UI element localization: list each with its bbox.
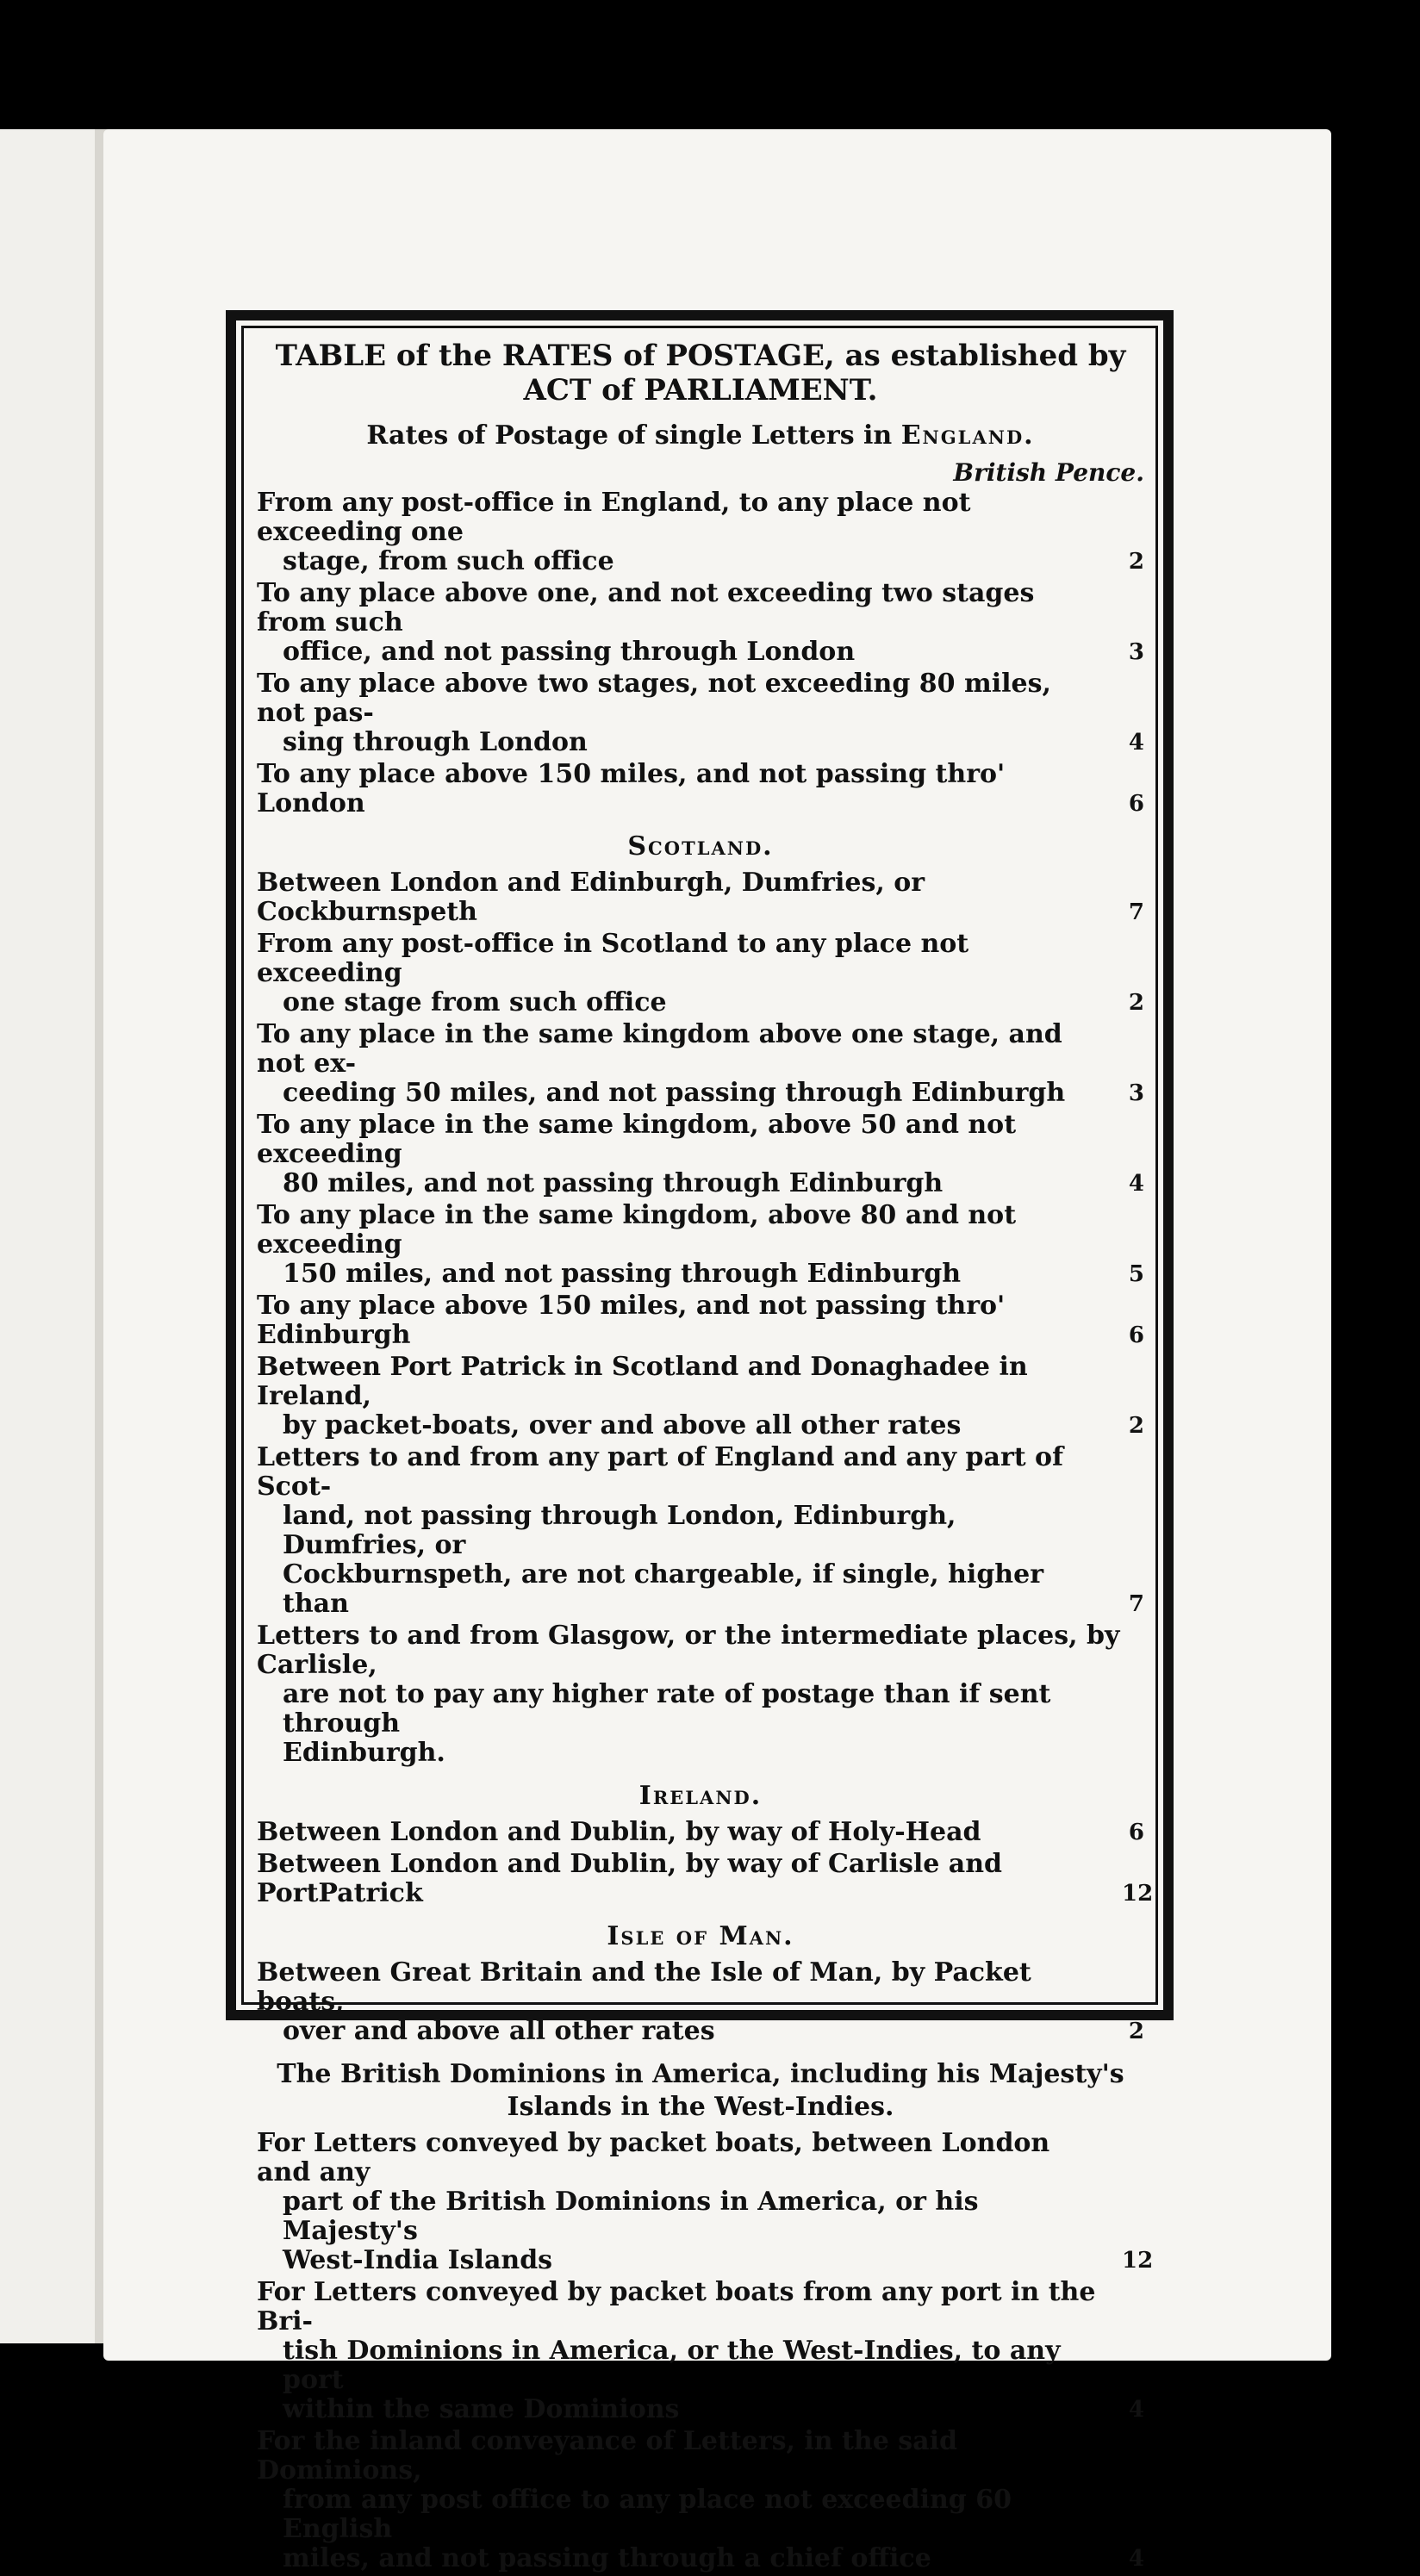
rate-row — [257, 1020, 1144, 1108]
row-text-cont: sing through London — [283, 727, 588, 757]
row-text: To any place in the same kingdom above one stage, and not ex- — [257, 1019, 1062, 1079]
row-text: To any place above 150 miles, and not passing thro' Edinburgh — [257, 1291, 1006, 1350]
row-text-cont: stage, from such office — [283, 546, 614, 576]
america-heading-line1: The British Dominions in America, including his Majesty's — [277, 2059, 1124, 2089]
rate-value: 3 — [1128, 1080, 1144, 1106]
row-text-cont: miles, and not passing through a chief office — [283, 2543, 931, 2573]
row-text-cont: tish Dominions in America, or the West-Indies, to any port — [283, 2336, 1061, 2395]
england-heading-prefix: Rates of Postage of single Letters in — [366, 420, 901, 451]
rate-row — [257, 2427, 1144, 2573]
row-text: To any place above two stages, not exceeding 80 miles, not pas- — [257, 669, 1051, 728]
row-text-cont: over and above all other rates — [283, 2016, 715, 2046]
scotland-heading: Scotland. — [627, 831, 774, 862]
row-text-cont: land, not passing through London, Edinburgh, Dumfries, or — [283, 1501, 956, 1560]
rate-value: 3 — [1128, 639, 1144, 665]
rate-row — [257, 579, 1144, 667]
row-text: Between London and Edinburgh, Dumfries, or Cockburnspeth — [257, 868, 925, 927]
england-heading — [257, 420, 1144, 452]
note-text-cont: Edinburgh. — [283, 1738, 445, 1768]
rate-row — [257, 760, 1144, 818]
rate-row — [257, 1111, 1144, 1198]
postage-table — [257, 339, 1154, 2576]
row-text-cont: part of the British Dominions in America, or his Majesty's — [283, 2187, 979, 2246]
row-text: For Letters conveyed by packet boats from any port in the Bri- — [257, 2277, 1096, 2336]
ireland-section — [257, 1817, 1154, 1908]
note-text-cont: are not to pay any higher rate of postage than if sent through — [283, 1679, 1051, 1739]
rate-value: 2 — [1128, 990, 1144, 1016]
glasgow-note — [257, 1621, 1144, 1768]
row-text-cont: office, and not passing through London — [283, 637, 856, 667]
isle-of-man-heading: Isle of Man. — [607, 1921, 794, 1951]
row-text: For the inland conveyance of Letters, in the said Dominions, — [257, 2426, 957, 2486]
rate-value: 4 — [1128, 730, 1144, 756]
row-text-cont: by packet-boats, over and above all other rates — [283, 1410, 962, 1440]
rate-value: 5 — [1128, 1261, 1144, 1287]
rate-row — [257, 1443, 1144, 1619]
row-text-cont: one stage from such office — [283, 987, 667, 1017]
rate-value: 4 — [1128, 1171, 1144, 1197]
isle-of-man-section — [257, 1958, 1144, 2046]
row-text: Between London and Dublin, by way of Carlisle and PortPatrick — [257, 1849, 1002, 1908]
rate-value: 2 — [1128, 549, 1144, 575]
rate-value: 6 — [1128, 1322, 1144, 1348]
america-heading — [257, 2058, 1144, 2124]
row-text: To any place above one, and not exceeding two stages from such — [257, 578, 1035, 638]
england-section — [257, 488, 1144, 818]
row-text: To any place in the same kingdom, above 50 and not exceeding — [257, 1110, 1017, 1169]
rate-value: 2 — [1128, 2019, 1144, 2044]
rate-row — [257, 488, 1144, 576]
rate-row — [257, 2128, 1154, 2275]
rate-value: 4 — [1128, 2546, 1144, 2572]
row-text: To any place above 150 miles, and not passing thro' London — [257, 759, 1006, 818]
row-text: Letters to and from any part of England and any part of Scot- — [257, 1442, 1063, 1502]
row-text-cont: within the same Dominions — [283, 2394, 680, 2424]
row-text: Between Port Patrick in Scotland and Donaghadee in Ireland, — [257, 1352, 1028, 1411]
england-heading-place: England. — [900, 420, 1035, 451]
note-text: Letters to and from Glasgow, or the intermediate places, by Carlisle, — [257, 1621, 1120, 1680]
rate-row — [257, 1849, 1154, 1908]
rate-value: 12 — [1122, 2248, 1154, 2274]
rate-row — [257, 930, 1144, 1017]
rate-row — [257, 669, 1144, 757]
row-text: To any place in the same kingdom, above 80 and not exceeding — [257, 1200, 1017, 1260]
rate-row — [257, 1291, 1144, 1350]
rate-value: 12 — [1122, 1881, 1154, 1907]
rate-value: 6 — [1128, 791, 1144, 817]
rate-row — [257, 868, 1144, 927]
row-text-cont: 150 miles, and not passing through Edinburgh — [283, 1259, 962, 1289]
row-text-cont: Cockburnspeth, are not chargeable, if single, higher than — [283, 1559, 1044, 1619]
rate-value: 7 — [1128, 899, 1144, 925]
row-text: From any post-office in England, to any place not exceeding one — [257, 488, 971, 547]
rate-value: 4 — [1128, 2397, 1144, 2423]
ireland-heading: Ireland. — [638, 1781, 763, 1811]
rate-value: 2 — [1128, 1413, 1144, 1439]
america-heading-line2: Islands in the West-Indies. — [507, 2092, 894, 2122]
rate-row — [257, 1958, 1144, 2046]
row-text: Between London and Dublin, by way of Holy-Head — [257, 1817, 981, 1847]
row-text: Between Great Britain and the Isle of Man, by Packet boats, — [257, 1957, 1031, 2017]
unit-label: British Pence. — [953, 458, 1144, 487]
scotland-section — [257, 868, 1144, 1768]
rate-value: 6 — [1128, 1820, 1144, 1845]
row-text: For Letters conveyed by packet boats, between London and any — [257, 2128, 1050, 2187]
table-title: TABLE of the RATES of POSTAGE, as established by ACT of PARLIAMENT. — [275, 339, 1126, 408]
row-text: From any post-office in Scotland to any place not exceeding — [257, 929, 969, 988]
rate-row — [257, 1201, 1144, 1289]
row-text-cont: West-India Islands — [283, 2245, 553, 2275]
row-text-cont: 80 miles, and not passing through Edinburgh — [283, 1168, 944, 1198]
row-text-cont: from any post office to any place not exceeding 60 English — [283, 2485, 1012, 2544]
rate-row — [257, 1353, 1144, 1440]
facing-page-edge — [0, 129, 108, 2343]
america-section — [257, 2128, 1154, 2573]
rate-row — [257, 1818, 1144, 1847]
row-text-cont: ceeding 50 miles, and not passing through Edinburgh — [283, 1078, 1066, 1108]
rate-value: 7 — [1128, 1591, 1144, 1617]
rate-row — [257, 2278, 1144, 2424]
